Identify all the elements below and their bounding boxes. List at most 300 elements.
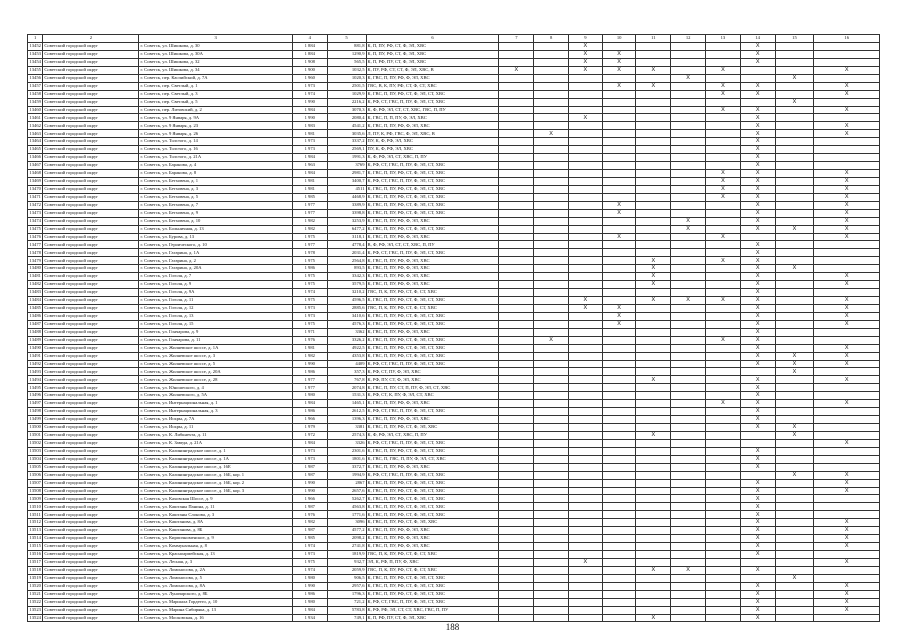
table-cell	[568, 352, 602, 360]
table-cell	[568, 241, 602, 249]
table-cell	[775, 297, 814, 305]
table-cell	[602, 74, 636, 82]
table-cell: 1 984	[292, 154, 327, 162]
table-cell: X	[568, 66, 602, 74]
column-header: 8	[534, 35, 569, 43]
table-cell	[499, 455, 534, 463]
table-cell	[602, 360, 636, 368]
table-cell	[602, 447, 636, 455]
table-cell: X	[740, 455, 775, 463]
table-cell	[706, 614, 741, 622]
table-cell: 3410,6	[327, 312, 366, 320]
table-cell	[534, 122, 569, 130]
table-cell: 1 977	[292, 201, 327, 209]
table-cell	[499, 424, 534, 432]
table-cell	[814, 74, 880, 82]
table-cell: 1 985	[292, 535, 327, 543]
table-cell	[636, 233, 671, 241]
table-cell: X	[534, 336, 569, 344]
table-cell: 1 981	[292, 344, 327, 352]
table-cell: Советский городской округ	[43, 471, 139, 479]
table-cell	[568, 424, 602, 432]
table-cell	[740, 439, 775, 447]
table-cell: 1 975	[292, 233, 327, 241]
table-cell	[499, 336, 534, 344]
table-cell: X	[740, 463, 775, 471]
column-header: 10	[602, 35, 636, 43]
table-cell	[636, 170, 671, 178]
table-cell: К, ГВС, П, ПУ, РФ, СТ, Ф, ЭЛ, СТ, ХВС	[366, 193, 499, 201]
table-cell	[671, 416, 706, 424]
table-cell	[568, 400, 602, 408]
table-cell: Советский городской округ	[43, 320, 139, 328]
table-cell	[636, 447, 671, 455]
table-cell	[671, 273, 706, 281]
table-cell	[534, 416, 569, 424]
table-row	[28, 225, 880, 233]
table-cell: г. Советск, ул. 9 Января, д. 23	[139, 122, 292, 130]
table-cell: Советский городской округ	[43, 590, 139, 598]
table-cell	[499, 170, 534, 178]
table-cell	[706, 368, 741, 376]
table-cell: 1 980	[292, 392, 327, 400]
table-row	[28, 344, 880, 352]
table-cell	[499, 201, 534, 209]
table-row	[28, 535, 880, 543]
table-cell: X	[814, 130, 880, 138]
table-cell: 767,8	[327, 376, 366, 384]
table-cell	[534, 344, 569, 352]
table-cell: г. Советск, ул. Жиляевское шоссе, д. 5	[139, 360, 292, 368]
table-cell	[602, 439, 636, 447]
table-cell	[602, 424, 636, 432]
table-cell: Советский городской округ	[43, 344, 139, 352]
table-cell: X	[602, 320, 636, 328]
table-cell	[706, 447, 741, 455]
table-cell	[636, 503, 671, 511]
table-cell	[706, 360, 741, 368]
table-cell	[671, 598, 706, 606]
table-cell: г. Советск, ул. Гончарова, д. 11	[139, 336, 292, 344]
table-cell: Советский городской округ	[43, 328, 139, 336]
table-cell: 2059,9	[327, 566, 366, 574]
table-cell	[814, 336, 880, 344]
table-cell	[706, 122, 741, 130]
table-cell	[534, 519, 569, 527]
table-cell: X	[740, 106, 775, 114]
table-cell: г. Советск, ул. Калининградское шоссе, д. 16Б, кор. 2	[139, 479, 292, 487]
table-cell: 13476	[28, 233, 43, 241]
table-cell	[602, 400, 636, 408]
table-cell	[499, 265, 534, 273]
table-cell: 13466	[28, 154, 43, 162]
table-cell: 13524	[28, 614, 43, 622]
table-cell: X	[775, 225, 814, 233]
table-cell: X	[814, 90, 880, 98]
table-cell: X	[602, 304, 636, 312]
table-cell	[706, 535, 741, 543]
table-cell	[671, 170, 706, 178]
table-cell: 1 990	[292, 98, 327, 106]
table-cell: К, РФ, СТ, ПУ, Ф, ЭЛ, ХВС	[366, 368, 499, 376]
table-cell: Советский городской округ	[43, 574, 139, 582]
table-cell: К, ГВС, П, ПУ, РФ, СТ, Ф, ЭЛ, СТ, ХВС	[366, 447, 499, 455]
table-cell: 2885,6	[327, 304, 366, 312]
table-cell: 1 973	[292, 447, 327, 455]
table-cell	[636, 209, 671, 217]
table-cell	[534, 463, 569, 471]
table-cell: X	[740, 170, 775, 178]
table-cell: К, ГВС, П, ПУ, РФ, Ф, ЭЛ, ХВС	[366, 281, 499, 289]
table-cell: ПУ, К, Ф, РФ, ЭЛ, ХВС	[366, 146, 499, 154]
table-cell: 13464	[28, 138, 43, 146]
table-cell: Советский городской округ	[43, 463, 139, 471]
table-row	[28, 519, 880, 527]
table-cell	[602, 566, 636, 574]
table-cell: г. Советск, ул. Жиляевского, д. 5А	[139, 392, 292, 400]
table-cell: Советский городской округ	[43, 281, 139, 289]
table-row	[28, 146, 880, 154]
table-cell	[775, 289, 814, 297]
table-row	[28, 265, 880, 273]
table-cell	[775, 304, 814, 312]
table-cell: Советский городской округ	[43, 519, 139, 527]
table-cell: X	[706, 90, 741, 98]
table-cell: 3035,6	[327, 130, 366, 138]
table-cell	[671, 281, 706, 289]
table-cell	[775, 185, 814, 193]
table-cell: X	[671, 217, 706, 225]
table-cell: г. Советск, пер. Литовский, д. 2	[139, 106, 292, 114]
table-cell: 13491	[28, 352, 43, 360]
table-cell: 4576,3	[327, 320, 366, 328]
table-cell: К, ГВС, П, ПУ, РФ, СТ, Ф, ЭЛ, СТ, ХВС	[366, 574, 499, 582]
table-cell	[706, 566, 741, 574]
table-cell: 1 984	[292, 439, 327, 447]
table-cell	[568, 98, 602, 106]
table-cell	[499, 74, 534, 82]
table-cell	[740, 471, 775, 479]
table-cell: Советский городской округ	[43, 209, 139, 217]
table-cell: К, РФ, СТ, К, ПУ, Ф, ЭЛ, СТ, ХВС	[366, 392, 499, 400]
table-cell	[775, 495, 814, 503]
table-cell	[499, 479, 534, 487]
table-cell: К, РФ, СТ, ГВС, П, ПУ, Ф, ЭЛ, СТ, ХВС	[366, 471, 499, 479]
table-cell	[706, 543, 741, 551]
table-cell: Советский городской округ	[43, 114, 139, 122]
table-cell: К, ГВС, П, ПУ, РФ, Ф, ЭЛ, ХВС	[366, 265, 499, 273]
table-cell	[775, 384, 814, 392]
table-cell: Советский городской округ	[43, 614, 139, 622]
table-cell	[636, 384, 671, 392]
table-cell	[636, 558, 671, 566]
table-cell: 2301,6	[327, 447, 366, 455]
table-cell: К, П, ПУ, РФ, СТ, Ф, ЭЛ, ХВС	[366, 43, 499, 51]
table-cell: 1029,9	[327, 90, 366, 98]
table-cell: 2564,8	[327, 257, 366, 265]
table-cell: 13470	[28, 185, 43, 193]
table-cell	[568, 447, 602, 455]
table-cell: X	[740, 360, 775, 368]
table-cell	[568, 416, 602, 424]
table-cell: 1 986	[292, 265, 327, 273]
table-cell	[499, 558, 534, 566]
table-row	[28, 82, 880, 90]
table-row	[28, 590, 880, 598]
table-cell	[534, 185, 569, 193]
table-cell	[568, 574, 602, 582]
table-cell: X	[671, 74, 706, 82]
table-cell: г. Советск, ул. Гагарина, д. 20А	[139, 265, 292, 273]
table-cell: 1 987	[292, 527, 327, 535]
table-cell	[636, 408, 671, 416]
table-cell: X	[602, 209, 636, 217]
table-cell: г. Советск, ул. Гоголя, д. 11	[139, 297, 292, 305]
table-cell: X	[814, 352, 880, 360]
table-cell: Советский городской округ	[43, 376, 139, 384]
table-row	[28, 209, 880, 217]
table-cell: X	[814, 281, 880, 289]
table-cell: К, РФ, СТ, ГВС, П, ПУ, Ф, ЭЛ, СТ, ХВС	[366, 360, 499, 368]
table-cell	[706, 416, 741, 424]
table-cell: X	[740, 535, 775, 543]
table-cell	[671, 463, 706, 471]
table-cell	[636, 455, 671, 463]
table-cell	[671, 408, 706, 416]
table-cell: X	[740, 43, 775, 51]
table-row	[28, 281, 880, 289]
table-cell	[706, 146, 741, 154]
table-cell	[671, 185, 706, 193]
table-cell	[568, 344, 602, 352]
table-cell: 13496	[28, 392, 43, 400]
table-cell: X	[775, 471, 814, 479]
table-cell	[499, 312, 534, 320]
table-cell	[814, 43, 880, 51]
table-cell	[602, 535, 636, 543]
table-cell	[706, 503, 741, 511]
table-cell: 13459	[28, 98, 43, 106]
table-cell: 13453	[28, 50, 43, 58]
table-cell	[568, 527, 602, 535]
table-cell: 3326	[327, 439, 366, 447]
table-cell: Советский городской округ	[43, 352, 139, 360]
table-cell	[602, 289, 636, 297]
table-cell	[568, 408, 602, 416]
table-cell: X	[534, 130, 569, 138]
table-cell: Советский городской округ	[43, 566, 139, 574]
table-cell	[636, 471, 671, 479]
table-cell: X	[740, 606, 775, 614]
table-cell	[671, 257, 706, 265]
table-cell: X	[775, 74, 814, 82]
table-cell	[534, 297, 569, 305]
table-cell: 13475	[28, 225, 43, 233]
table-cell	[740, 233, 775, 241]
table-cell: X	[740, 312, 775, 320]
table-cell: К, РФ, РФ, ЭЛ, СТ, СТ, ХВС, ГВС, П, ПУ	[366, 606, 499, 614]
table-cell	[602, 114, 636, 122]
table-cell	[671, 439, 706, 447]
table-cell: X	[740, 162, 775, 170]
table-cell	[671, 606, 706, 614]
table-cell	[671, 130, 706, 138]
table-cell: X	[740, 392, 775, 400]
table-cell: Советский городской округ	[43, 439, 139, 447]
table-cell	[671, 106, 706, 114]
table-cell	[499, 408, 534, 416]
table-cell	[706, 495, 741, 503]
table-cell	[499, 122, 534, 130]
table-cell: X	[814, 376, 880, 384]
table-cell	[636, 217, 671, 225]
table-cell	[568, 82, 602, 90]
table-cell	[814, 503, 880, 511]
table-cell	[814, 566, 880, 574]
table-cell	[814, 424, 880, 432]
table-cell	[706, 50, 741, 58]
table-cell	[636, 344, 671, 352]
table-cell	[671, 209, 706, 217]
table-cell: К, ГВС, П, ПУ, РФ, Ф, ЭЛ, ХВС	[366, 400, 499, 408]
table-cell: К, ГВС, П, ПУ, РФ, Ф, ЭЛ, ХВС	[366, 543, 499, 551]
table-cell: г. Советск, ул. Гоголя, д. 15	[139, 320, 292, 328]
table-cell: 1 975	[292, 281, 327, 289]
table-cell	[775, 66, 814, 74]
table-cell: 1 977	[292, 241, 327, 249]
table-cell	[706, 582, 741, 590]
table-row	[28, 233, 880, 241]
table-cell	[636, 177, 671, 185]
column-header: 12	[671, 35, 706, 43]
table-cell: X	[740, 376, 775, 384]
table-cell: 1 972	[292, 431, 327, 439]
table-cell: 1 975	[292, 558, 327, 566]
table-cell	[706, 439, 741, 447]
table-cell: 6477,2	[327, 225, 366, 233]
table-cell	[568, 193, 602, 201]
table-cell	[568, 122, 602, 130]
table-cell: X	[706, 193, 741, 201]
table-cell: X	[740, 400, 775, 408]
table-cell	[499, 535, 534, 543]
table-cell: 1 976	[292, 336, 327, 344]
table-cell: Советский городской округ	[43, 527, 139, 535]
table-row	[28, 328, 880, 336]
table-cell	[499, 297, 534, 305]
table-cell	[568, 471, 602, 479]
table-cell	[775, 58, 814, 66]
table-cell	[706, 265, 741, 273]
housing-table	[27, 34, 880, 622]
table-cell: X	[706, 233, 741, 241]
table-row	[28, 392, 880, 400]
table-cell	[499, 400, 534, 408]
table-cell: 3253,9	[327, 217, 366, 225]
column-header: 3	[139, 35, 292, 43]
table-cell	[499, 249, 534, 257]
table-cell	[775, 122, 814, 130]
table-cell	[568, 209, 602, 217]
table-cell	[534, 201, 569, 209]
table-cell	[706, 74, 741, 82]
table-cell	[671, 360, 706, 368]
table-cell	[775, 487, 814, 495]
table-cell	[568, 312, 602, 320]
table-cell	[534, 511, 569, 519]
table-cell: 13503	[28, 447, 43, 455]
table-cell: X	[636, 66, 671, 74]
table-cell: 13487	[28, 320, 43, 328]
table-cell: X	[814, 209, 880, 217]
table-cell: К, ГВС, П, ПУ, РФ, Ф, ЭЛ, ХВС	[366, 233, 499, 241]
table-cell	[671, 431, 706, 439]
table-cell: X	[814, 273, 880, 281]
table-cell	[602, 384, 636, 392]
table-cell	[602, 431, 636, 439]
table-cell: X	[775, 574, 814, 582]
table-cell	[499, 551, 534, 559]
table-row	[28, 289, 880, 297]
table-cell	[636, 304, 671, 312]
table-cell	[499, 304, 534, 312]
table-cell: 13521	[28, 590, 43, 598]
table-cell: Советский городской округ	[43, 392, 139, 400]
table-cell: 13508	[28, 487, 43, 495]
table-cell	[706, 58, 741, 66]
table-cell: 13501	[28, 431, 43, 439]
table-cell	[602, 193, 636, 201]
table-cell	[671, 527, 706, 535]
table-cell	[814, 392, 880, 400]
table-cell	[814, 463, 880, 471]
table-cell	[814, 431, 880, 439]
table-cell	[814, 551, 880, 559]
table-cell	[602, 590, 636, 598]
table-cell: 4577,2	[327, 527, 366, 535]
table-cell: г. Советск, ул. Бетховена, д. 9	[139, 209, 292, 217]
table-cell	[636, 439, 671, 447]
table-cell: X	[706, 336, 741, 344]
table-cell: 749,1	[327, 614, 366, 622]
table-cell: Советский городской округ	[43, 193, 139, 201]
table-cell: X	[740, 58, 775, 66]
table-cell	[602, 130, 636, 138]
table-cell: К, ГВС, П, ПУ, РФ, СТ, Ф, ЭЛ, СТ, ХВС	[366, 503, 499, 511]
table-cell: X	[740, 495, 775, 503]
table-cell: 4353,8	[327, 352, 366, 360]
table-cell: ГВС, П, К, ПУ, РФ, СТ, Ф, СТ, ХВС	[366, 566, 499, 574]
table-cell: 13469	[28, 177, 43, 185]
table-cell: 2741,8	[327, 543, 366, 551]
table-row	[28, 66, 880, 74]
table-cell: 1 990	[292, 582, 327, 590]
table-cell	[636, 138, 671, 146]
table-cell	[602, 352, 636, 360]
table-cell: X	[814, 606, 880, 614]
table-cell: 1 980	[292, 598, 327, 606]
table-cell: X	[568, 114, 602, 122]
table-cell: 1994,9	[327, 471, 366, 479]
table-cell: 3342,3	[327, 273, 366, 281]
table-cell: X	[814, 360, 880, 368]
table-cell: 13456	[28, 74, 43, 82]
table-cell: Советский городской округ	[43, 479, 139, 487]
table-cell: 1 980	[292, 574, 327, 582]
table-cell	[602, 487, 636, 495]
table-row	[28, 58, 880, 66]
table-cell	[636, 511, 671, 519]
